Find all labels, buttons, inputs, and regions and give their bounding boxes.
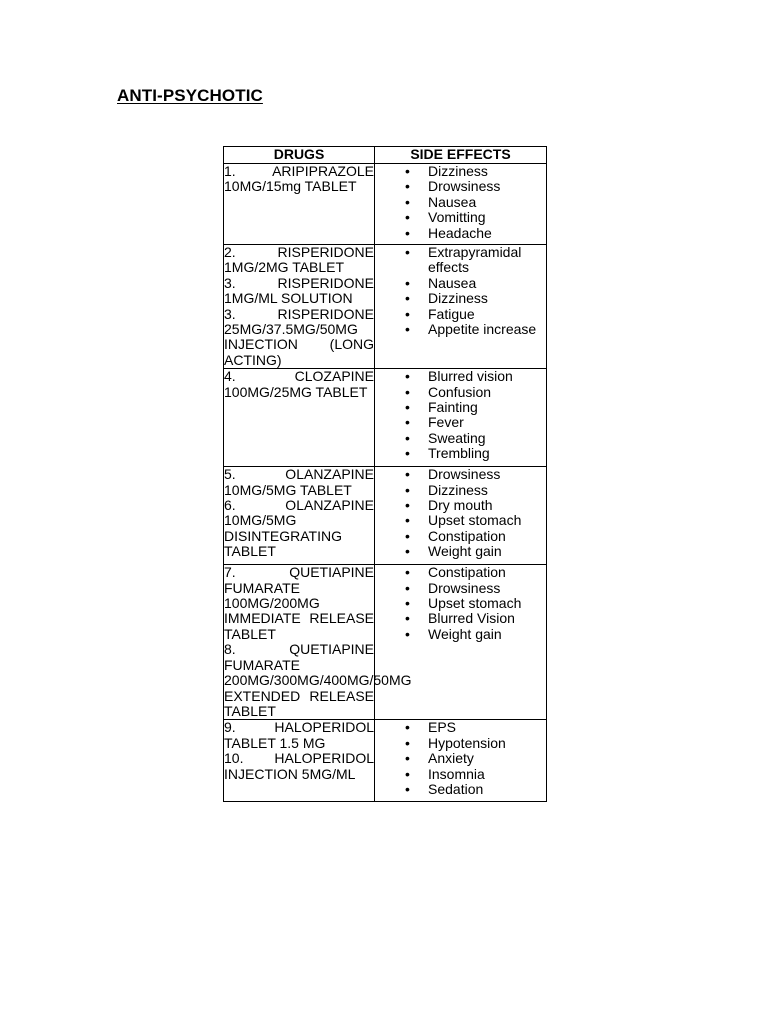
drugs-cell — [224, 467, 375, 565]
side-effect-item: • Dry mouth — [375, 498, 546, 513]
side-effects-column-header: SIDE EFFECTS — [375, 147, 547, 164]
side-effect-item: • Anxiety — [375, 751, 546, 766]
drug-entry: 2. RISPERIDONE 1MG/2MG TABLET — [224, 244, 374, 276]
side-effect-item: • Dizziness — [375, 291, 546, 306]
side-effects-cell — [375, 164, 547, 245]
side-effect-item: • Trembling — [375, 446, 546, 461]
page-title: ANTI-PSYCHOTIC — [117, 86, 263, 105]
side-effect-item: • Weight gain — [375, 627, 546, 642]
side-effect-item: • Dizziness — [375, 164, 546, 179]
side-effects-list — [375, 720, 546, 797]
drugs-column-header: DRUGS — [224, 147, 375, 164]
table-row — [224, 467, 547, 565]
drug-entry: 3. RISPERIDONE 1MG/ML SOLUTION — [224, 274, 374, 307]
side-effect-item: • Fever — [375, 415, 546, 430]
drug-entry: 1. ARIPIPRAZOLE 10MG/15mg TABLET — [224, 163, 374, 195]
side-effects-list — [375, 467, 546, 559]
side-effects-cell — [375, 369, 547, 467]
table-row — [224, 245, 547, 369]
drugs-cell — [224, 164, 375, 245]
side-effect-item: • Appetite increase — [375, 322, 546, 337]
drugs-cell — [224, 564, 412, 720]
drugs-cell — [224, 720, 375, 802]
side-effects-list — [375, 369, 546, 461]
side-effects-cell — [375, 565, 547, 720]
side-effect-item: • Fatigue — [375, 307, 546, 322]
drug-entry: 5. OLANZAPINE 10MG/5MG TABLET — [224, 466, 374, 498]
table-row — [224, 720, 547, 802]
side-effects-list — [375, 164, 546, 241]
side-effect-item: • Insomnia — [375, 767, 546, 782]
side-effect-item: • Drowsiness — [375, 467, 546, 482]
side-effects-cell — [375, 245, 547, 369]
side-effect-item: • Hypotension — [375, 736, 546, 751]
side-effect-item: • Blurred vision — [375, 369, 546, 384]
side-effect-item: • Nausea — [375, 195, 546, 210]
drug-side-effects-table — [223, 146, 547, 802]
side-effect-item: • Weight gain — [375, 544, 546, 559]
side-effects-list — [375, 245, 546, 337]
side-effect-item: • Drowsiness — [375, 179, 546, 194]
drug-entry: 6. OLANZAPINE 10MG/5MG DISINTEGRATING TABLET — [224, 497, 374, 560]
drugs-cell — [224, 369, 375, 467]
side-effect-item: • Blurred Vision — [375, 611, 546, 626]
drug-entry: 4. CLOZAPINE 100MG/25MG TABLET — [224, 368, 374, 400]
drug-entry: 10. HALOPERIDOL INJECTION 5MG/ML — [224, 750, 374, 782]
drug-entry: 3. RISPERIDONE 25MG/37.5MG/50MG INJECTION (LONG ACTING) — [224, 305, 374, 368]
side-effect-item: • Constipation — [375, 529, 546, 544]
drug-entry: 7. QUETIAPINE FUMARATE 100MG/200MG IMMEDIATE RELEASE TABLET — [224, 564, 374, 642]
side-effect-item: • Vomitting — [375, 210, 546, 225]
side-effect-item: • EPS — [375, 720, 546, 735]
side-effect-item: • Constipation — [375, 565, 546, 580]
side-effect-item: • Nausea — [375, 276, 546, 291]
side-effect-item: • Confusion — [375, 385, 546, 400]
side-effect-item: • Fainting — [375, 400, 546, 415]
table-row — [224, 164, 547, 245]
table-header-row — [224, 147, 547, 164]
side-effect-item: • Extrapyramidal effects — [375, 245, 546, 276]
side-effect-item: • Upset stomach — [375, 513, 546, 528]
table-row — [224, 565, 547, 720]
drug-entry: 9. HALOPERIDOL TABLET 1.5 MG — [224, 719, 374, 751]
drugs-cell — [224, 245, 375, 369]
side-effect-item: • Sweating — [375, 431, 546, 446]
side-effects-list — [375, 565, 546, 642]
table-row — [224, 369, 547, 467]
drug-entry: 8. QUETIAPINE FUMARATE 200MG/300MG/400MG/50MG EXTENDED RELEASE TABLET — [224, 641, 412, 719]
side-effects-cell — [375, 467, 547, 565]
side-effect-item: • Sedation — [375, 782, 546, 797]
side-effect-item: • Headache — [375, 226, 546, 241]
side-effects-cell — [375, 720, 547, 802]
side-effect-item: • Dizziness — [375, 483, 546, 498]
side-effect-item: • Upset stomach — [375, 596, 546, 611]
side-effect-item: • Drowsiness — [375, 581, 546, 596]
